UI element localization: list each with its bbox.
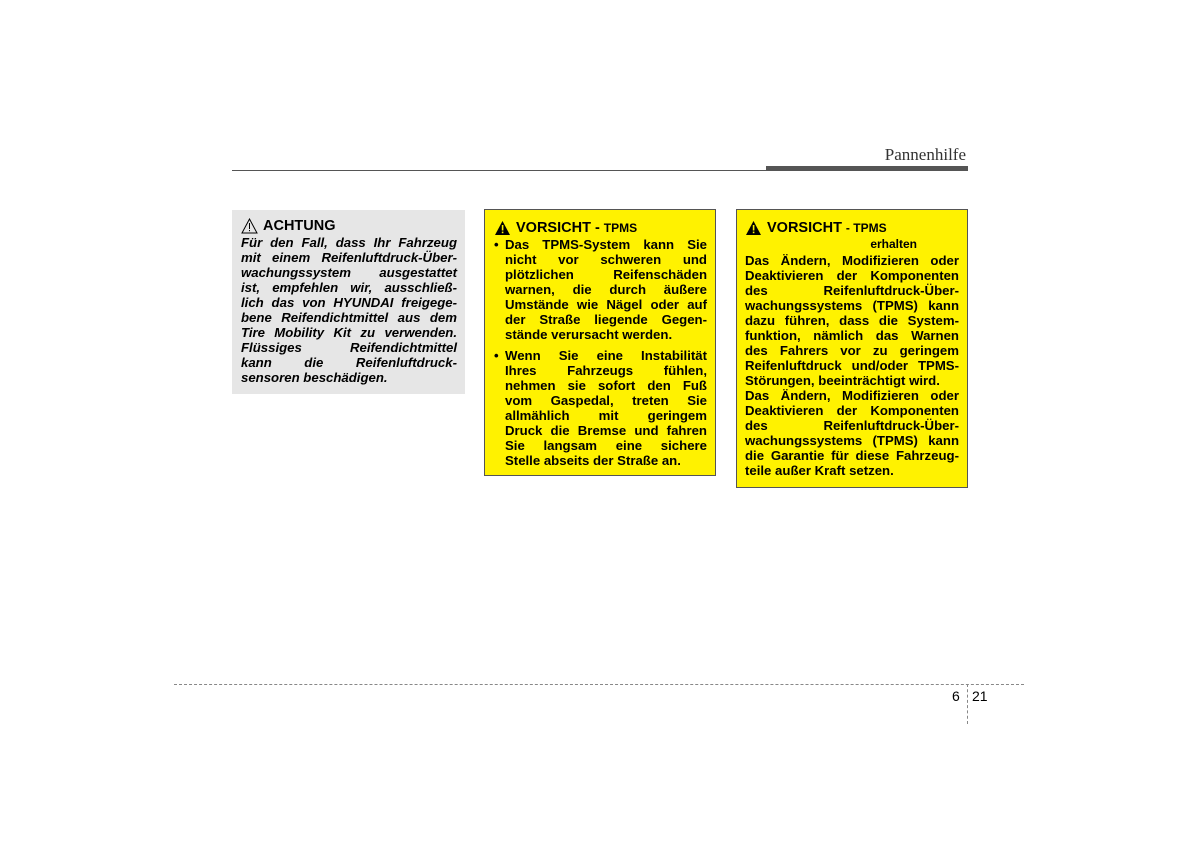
vorsicht-line: Reifenluftdruck und/oder TPMS- bbox=[745, 358, 959, 373]
vorsicht-line: die Garantie für diese Fahrzeug- bbox=[745, 448, 959, 463]
vorsicht-heading-sub2: erhalten bbox=[870, 237, 917, 251]
vorsicht-text bbox=[745, 253, 959, 478]
achtung-line: wachungssystem ausgestattet bbox=[241, 265, 457, 280]
vorsicht-line: wachungssystems (TPMS) kann bbox=[745, 298, 959, 313]
achtung-line: Flüssiges Reifendichtmittel bbox=[241, 340, 457, 355]
footer-divider bbox=[967, 684, 968, 724]
section-title: Pannenhilfe bbox=[884, 145, 966, 164]
bullet-line: der Straße liegende Gegen- bbox=[505, 312, 707, 327]
vorsicht-heading-sub: - TPMS bbox=[845, 220, 887, 235]
warning-triangle-icon bbox=[241, 218, 258, 234]
warning-triangle-icon bbox=[494, 220, 511, 236]
achtung-line: ist, empfehlen wir, ausschließ- bbox=[241, 280, 457, 295]
bullet-line: Ihres Fahrzeugs fühlen, bbox=[505, 363, 707, 378]
bullet-line: • Das TPMS-System kann Sie bbox=[505, 237, 707, 252]
vorsicht-line: Das Ändern, Modifizieren oder bbox=[745, 253, 959, 268]
achtung-line: lich das von HYUNDAI freigege- bbox=[241, 295, 457, 310]
bullet-line: Stelle abseits der Straße an. bbox=[505, 453, 681, 468]
vorsicht-heading-sub: TPMS bbox=[603, 220, 638, 235]
achtung-line: mit einem Reifenluftdruck-Über- bbox=[241, 250, 457, 265]
vorsicht-line: des Fahrers vor zu geringem bbox=[745, 343, 959, 358]
vorsicht-heading-text: VORSICHT bbox=[767, 219, 842, 236]
bullet-line: nehmen sie sofort den Fuß bbox=[505, 378, 707, 393]
achtung-text bbox=[241, 235, 457, 385]
bullet-line: nicht vor schweren und bbox=[505, 252, 707, 267]
bullet-line: stände verursacht werden. bbox=[505, 327, 673, 342]
vorsicht-tpms-box bbox=[484, 209, 716, 476]
achtung-box bbox=[232, 210, 465, 394]
achtung-heading bbox=[241, 218, 457, 234]
achtung-line: Tire Mobility Kit zu verwenden. bbox=[241, 325, 457, 340]
vorsicht-line: teile außer Kraft setzen. bbox=[745, 463, 894, 478]
vorsicht-line: Das Ändern, Modifizieren oder bbox=[745, 388, 959, 403]
bullet-line: plötzlichen Reifenschäden bbox=[505, 267, 707, 282]
bullet-line: • Wenn Sie eine Instabilität bbox=[505, 348, 707, 363]
achtung-line: bene Reifendichtmittel aus dem bbox=[241, 310, 457, 325]
bullet-line: Druck die Bremse und fahren bbox=[505, 423, 707, 438]
vorsicht-line: dazu führen, dass die System- bbox=[745, 313, 959, 328]
vorsicht-heading bbox=[494, 220, 707, 236]
vorsicht-line: Störungen, beeinträchtigt wird. bbox=[745, 373, 940, 388]
vorsicht-line: wachungssystems (TPMS) kann bbox=[745, 433, 959, 448]
bullet-line: Sie langsam eine sichere bbox=[505, 438, 707, 453]
achtung-line: Für den Fall, dass Ihr Fahrzeug bbox=[241, 235, 457, 250]
footer-rule bbox=[174, 684, 1024, 685]
vorsicht-line: Deaktivieren der Komponenten bbox=[745, 403, 959, 418]
vorsicht-line: des Reifenluftdruck-Über- bbox=[745, 283, 959, 298]
vorsicht-line: funktion, nämlich das Warnen bbox=[745, 328, 959, 343]
achtung-line: kann die Reifenluftdruck- bbox=[241, 355, 457, 370]
list-item bbox=[494, 237, 707, 342]
list-item bbox=[494, 348, 707, 468]
chapter-number: 6 bbox=[952, 688, 960, 704]
vorsicht-heading-text: VORSICHT - bbox=[516, 219, 600, 236]
vorsicht-line: Deaktivieren der Komponenten bbox=[745, 268, 959, 283]
bullet-line: Umstände wie Nägel oder auf bbox=[505, 297, 707, 312]
bullet-line: vom Gaspedal, treten Sie bbox=[505, 393, 707, 408]
achtung-line: sensoren beschädigen. bbox=[241, 370, 388, 385]
bullet-line: warnen, die durch äußere bbox=[505, 282, 707, 297]
vorsicht-tpms-erhalten-box bbox=[736, 209, 968, 488]
achtung-heading-text: ACHTUNG bbox=[263, 217, 336, 234]
bullet-line: allmählich mit geringem bbox=[505, 408, 707, 423]
page-number: 21 bbox=[972, 688, 988, 704]
vorsicht-bullet-list bbox=[494, 237, 707, 468]
vorsicht-heading bbox=[745, 220, 959, 236]
vorsicht-line: des Reifenluftdruck-Über- bbox=[745, 418, 959, 433]
header-rule-accent bbox=[766, 166, 968, 171]
warning-triangle-icon bbox=[745, 220, 762, 236]
